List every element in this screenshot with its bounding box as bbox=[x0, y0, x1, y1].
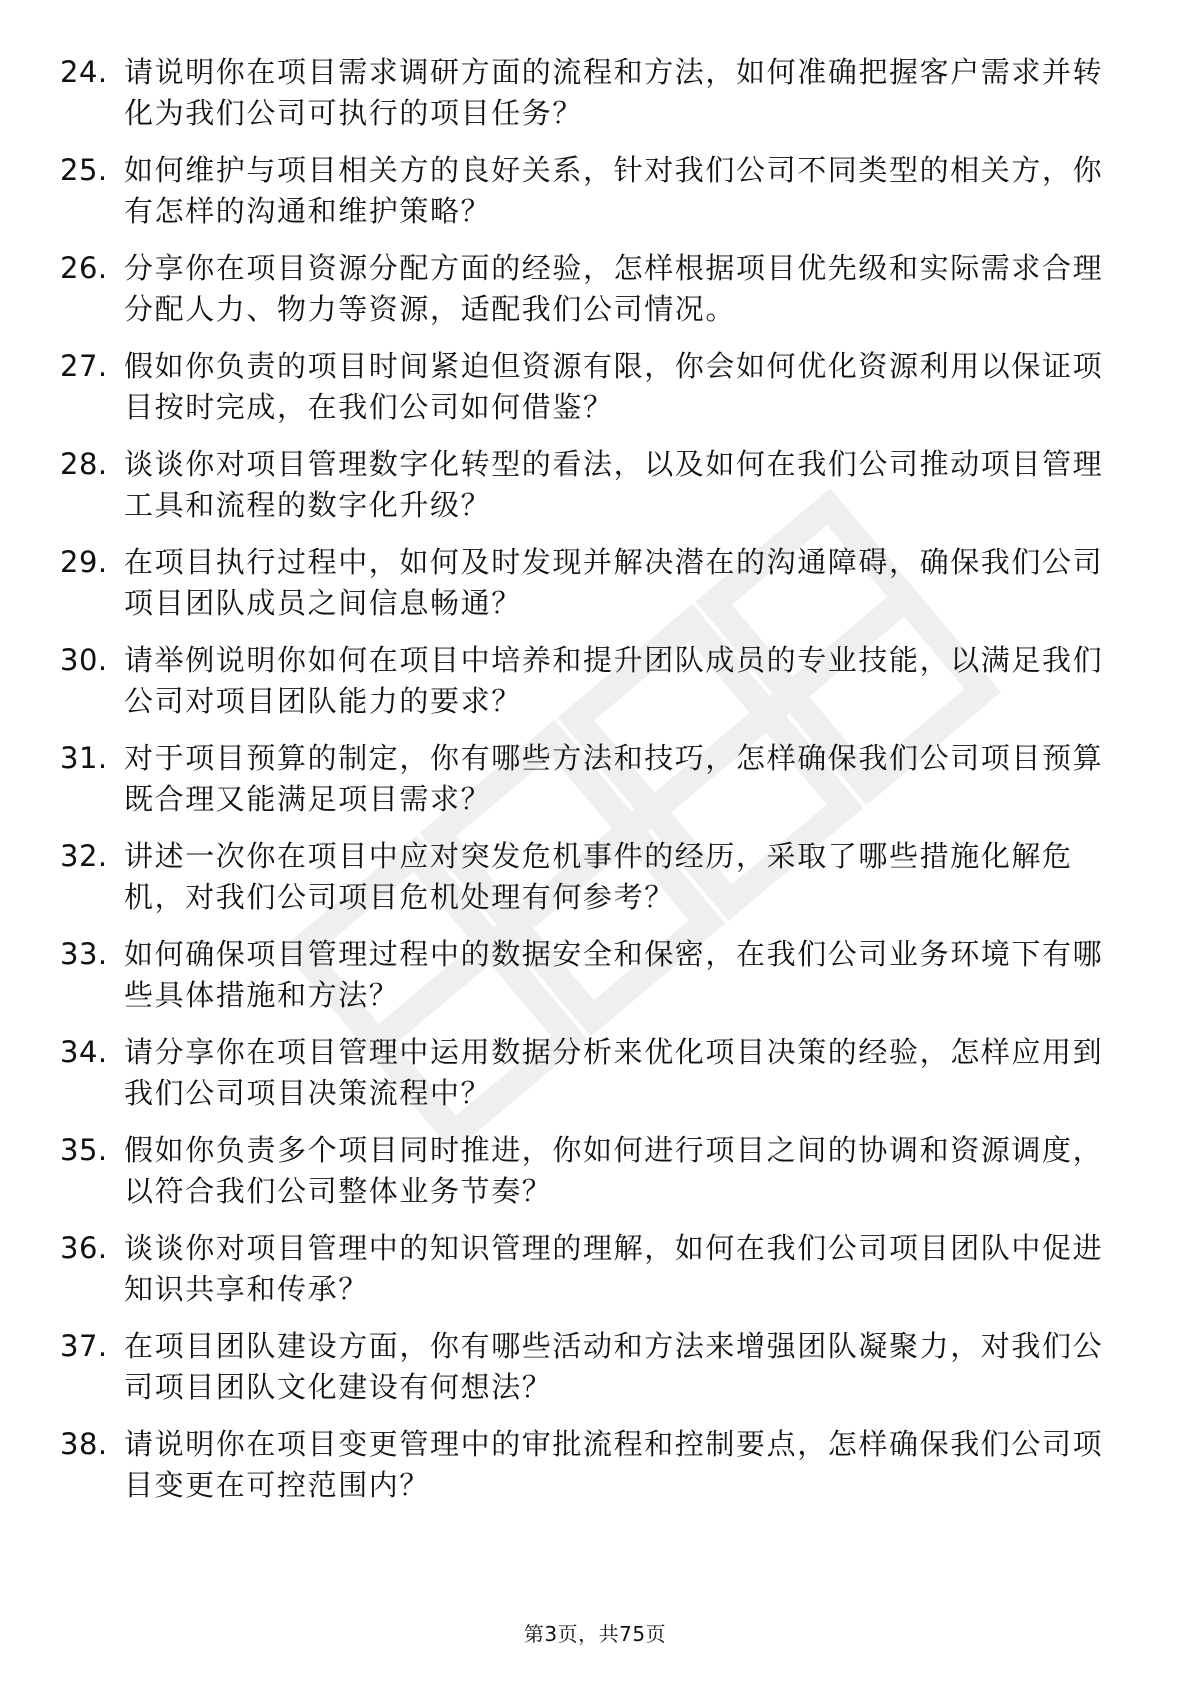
question-number: 28. bbox=[60, 447, 108, 481]
question-text: 分享你在项目资源分配方面的经验，怎样根据项目优先级和实际需求合理分配人力、物力等资源，适配我们公司情况。 bbox=[124, 251, 1104, 326]
question-item bbox=[60, 248, 1120, 346]
question-number: 37. bbox=[60, 1329, 108, 1363]
question-text: 谈谈你对项目管理中的知识管理的理解，如何在我们公司项目团队中促进知识共享和传承？ bbox=[124, 1231, 1104, 1306]
question-item bbox=[60, 1130, 1120, 1228]
question-text: 对于项目预算的制定，你有哪些方法和技巧，怎样确保我们公司项目预算既合理又能满足项目需求？ bbox=[124, 741, 1104, 816]
question-text: 请举例说明你如何在项目中培养和提升团队成员的专业技能，以满足我们公司对项目团队能力的要求？ bbox=[124, 643, 1104, 718]
question-number: 26. bbox=[60, 251, 108, 285]
question-number: 33. bbox=[60, 937, 108, 971]
question-list bbox=[60, 52, 1120, 1522]
question-item bbox=[60, 1326, 1120, 1424]
question-text: 如何维护与项目相关方的良好关系，针对我们公司不同类型的相关方，你有怎样的沟通和维护策略？ bbox=[124, 153, 1104, 228]
question-item bbox=[60, 836, 1120, 934]
question-text: 谈谈你对项目管理数字化转型的看法，以及如何在我们公司推动项目管理工具和流程的数字化升级？ bbox=[124, 447, 1104, 522]
page-number-label: 第3页，共75页 bbox=[523, 1622, 667, 1646]
question-item bbox=[60, 150, 1120, 248]
question-text: 在项目团队建设方面，你有哪些活动和方法来增强团队凝聚力，对我们公司项目团队文化建设有何想法？ bbox=[124, 1329, 1104, 1404]
question-item bbox=[60, 52, 1120, 150]
question-number: 36. bbox=[60, 1231, 108, 1265]
question-text: 请说明你在项目变更管理中的审批流程和控制要点，怎样确保我们公司项目变更在可控范围内？ bbox=[124, 1427, 1104, 1502]
question-text: 如何确保项目管理过程中的数据安全和保密，在我们公司业务环境下有哪些具体措施和方法？ bbox=[124, 937, 1104, 1012]
question-text: 请分享你在项目管理中运用数据分析来优化项目决策的经验，怎样应用到我们公司项目决策流程中？ bbox=[124, 1035, 1104, 1110]
question-item bbox=[60, 444, 1120, 542]
question-number: 27. bbox=[60, 349, 108, 383]
question-number: 32. bbox=[60, 839, 108, 873]
question-item bbox=[60, 1228, 1120, 1326]
question-item bbox=[60, 738, 1120, 836]
question-item bbox=[60, 1424, 1120, 1522]
question-text: 在项目执行过程中，如何及时发现并解决潜在的沟通障碍，确保我们公司项目团队成员之间信息畅通？ bbox=[124, 545, 1104, 620]
question-text: 假如你负责多个项目同时推进，你如何进行项目之间的协调和资源调度，以符合我们公司整体业务节奏？ bbox=[124, 1133, 1104, 1208]
question-item bbox=[60, 346, 1120, 444]
question-item bbox=[60, 934, 1120, 1032]
question-number: 24. bbox=[60, 55, 108, 89]
question-text: 讲述一次你在项目中应对突发危机事件的经历，采取了哪些措施化解危机，对我们公司项目危机处理有何参考？ bbox=[124, 839, 1073, 914]
question-number: 25. bbox=[60, 153, 108, 187]
page-footer bbox=[0, 1620, 1190, 1648]
question-number: 34. bbox=[60, 1035, 108, 1069]
question-text: 请说明你在项目需求调研方面的流程和方法，如何准确把握客户需求并转化为我们公司可执行的项目任务？ bbox=[124, 55, 1104, 130]
question-number: 29. bbox=[60, 545, 108, 579]
question-item bbox=[60, 1032, 1120, 1130]
question-number: 38. bbox=[60, 1427, 108, 1461]
question-item bbox=[60, 640, 1120, 738]
question-text: 假如你负责的项目时间紧迫但资源有限，你会如何优化资源利用以保证项目按时完成，在我们公司如何借鉴？ bbox=[124, 349, 1104, 424]
question-item bbox=[60, 542, 1120, 640]
question-number: 30. bbox=[60, 643, 108, 677]
question-number: 31. bbox=[60, 741, 108, 775]
question-number: 35. bbox=[60, 1133, 108, 1167]
